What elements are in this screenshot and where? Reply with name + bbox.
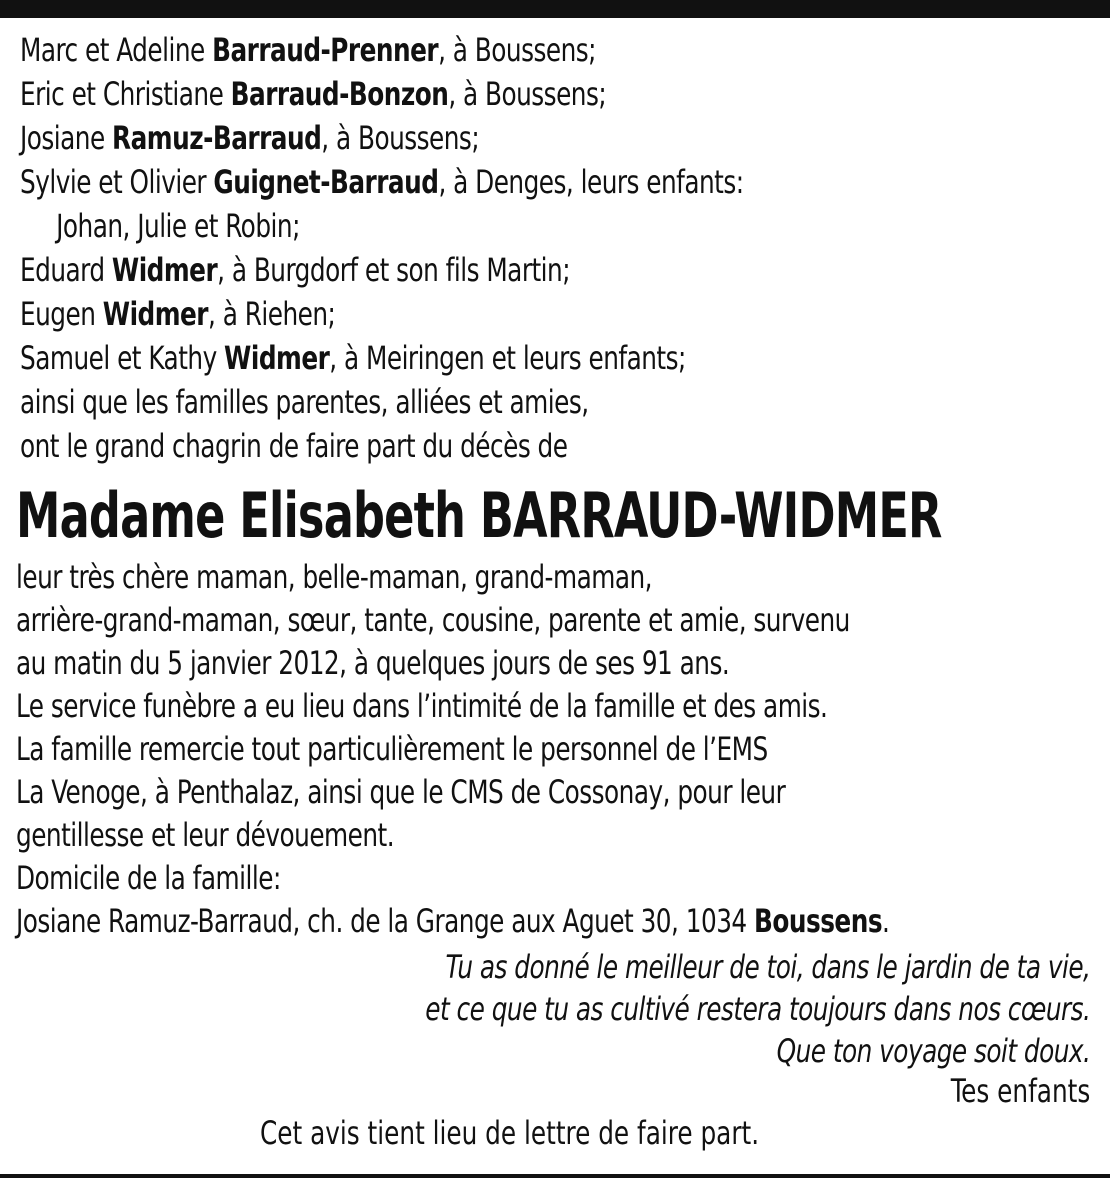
family-line: Eugen Widmer, à Riehen;	[20, 295, 336, 333]
domicile-address: Josiane Ramuz-Barraud, ch. de la Grange aux Aguet 30, 1034 Boussens.	[16, 902, 890, 940]
notice-body	[16, 556, 1032, 943]
family-line: Marc et Adeline Barraud-Prenner, à Boussens;	[20, 31, 596, 69]
family-line: Josiane Ramuz-Barraud, à Boussens;	[20, 119, 480, 157]
domicile-label: Domicile de la famille:	[16, 859, 281, 897]
body-line: La Venoge, à Penthalaz, ainsi que le CMS de Cossonay, pour leur	[16, 773, 786, 811]
body-line: leur très chère maman, belle-maman, grand-maman,	[16, 558, 653, 596]
body-line: au matin du 5 janvier 2012, à quelques jours de ses 91 ans.	[16, 644, 730, 682]
poem-line: Tu as donné le meilleur de toi, dans le jardin de ta vie,	[445, 948, 1090, 986]
body-line: Le service funèbre a eu lieu dans l’intimité de la famille et des amis.	[16, 687, 828, 725]
body-line: La famille remercie tout particulièrement le personnel de l’EMS	[16, 730, 768, 768]
body-line: gentillesse et leur dévouement.	[16, 816, 395, 854]
signature: Tes enfants	[950, 1072, 1090, 1110]
bottom-border-rule	[0, 1174, 1110, 1178]
poem-quote	[317, 946, 1090, 1072]
family-line: Eric et Christiane Barraud-Bonzon, à Boussens;	[20, 75, 607, 113]
family-list	[20, 28, 861, 468]
family-line: Sylvie et Olivier Guignet-Barraud, à Denges, leurs enfants:	[20, 163, 744, 201]
announcement-line: ont le grand chagrin de faire part du décès de	[20, 427, 568, 465]
poem-line: Que ton voyage soit doux.	[776, 1032, 1090, 1070]
closing-note: Cet avis tient lieu de lettre de faire part.	[260, 1114, 760, 1152]
top-border-rule	[0, 0, 1110, 18]
family-line: Eduard Widmer, à Burgdorf et son fils Martin;	[20, 251, 571, 289]
family-line-children: Johan, Julie et Robin;	[56, 207, 300, 245]
deceased-name-heading: Madame Elisabeth BARRAUD-WIDMER	[16, 479, 942, 552]
poem-line: et ce que tu as cultivé restera toujours dans nos cœurs.	[424, 990, 1090, 1028]
family-line: ainsi que les familles parentes, alliées et amies,	[20, 383, 589, 421]
body-line: arrière-grand-maman, sœur, tante, cousine, parente et amie, survenu	[16, 601, 850, 639]
family-line: Samuel et Kathy Widmer, à Meiringen et leurs enfants;	[20, 339, 686, 377]
